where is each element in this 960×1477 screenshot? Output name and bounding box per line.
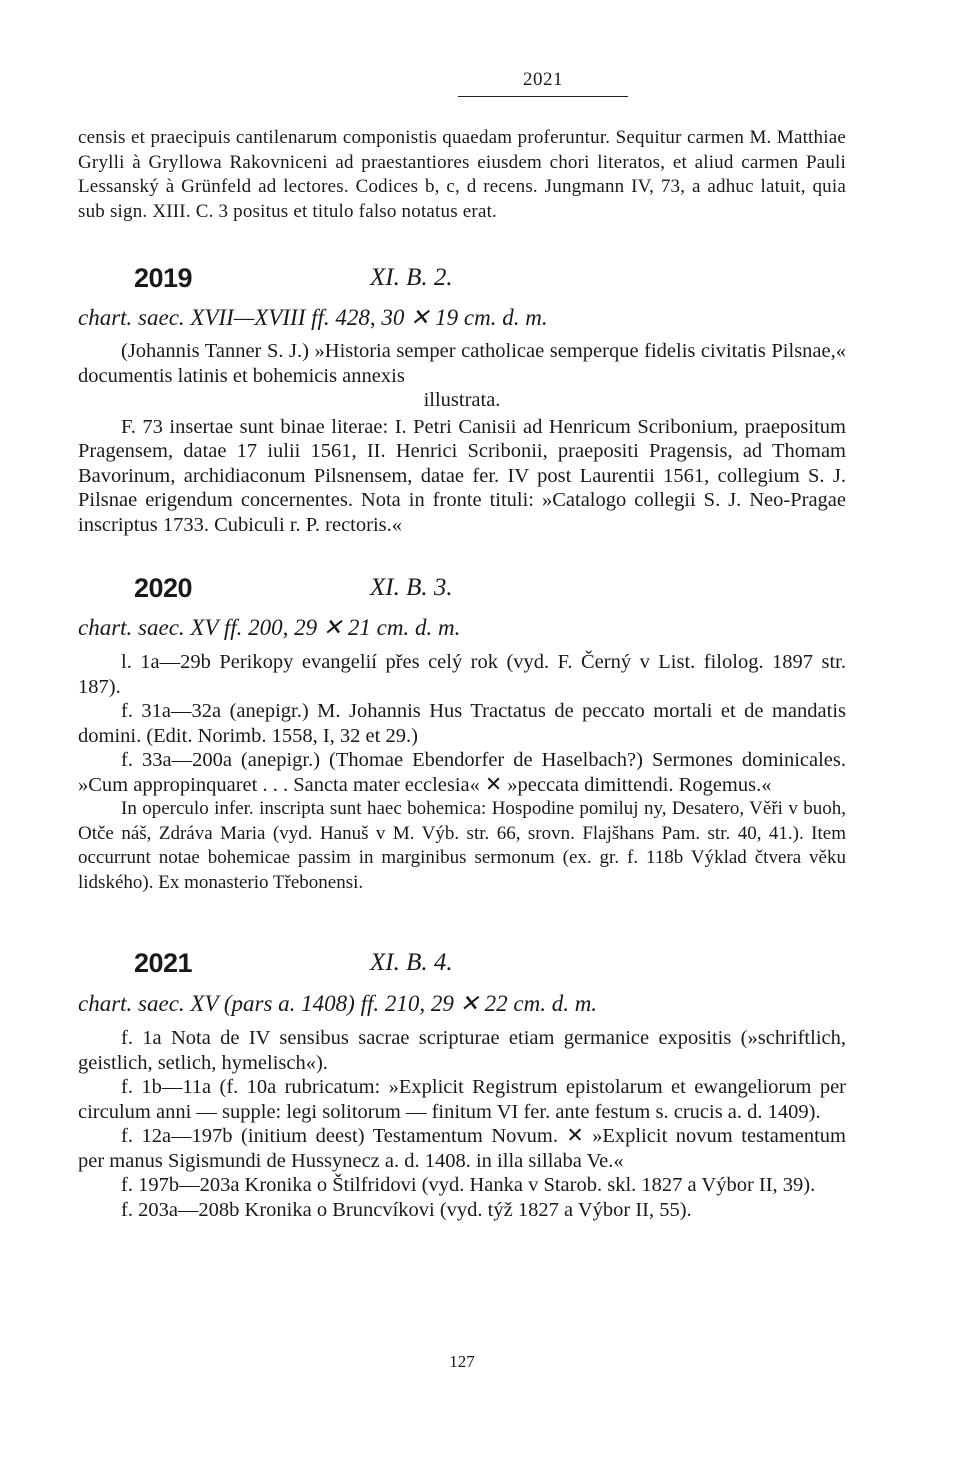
shelf-signature: XI. B. 2. [370,264,453,291]
entry-2021-body [78,1026,846,1222]
running-head-rule [458,96,628,97]
content-item: f. 33a—200a (anepigr.) (Thomae Ebendorfer de Haselbach?) Sermones dominicales. »Cum appropinquaret . . . Sancta mater ecclesia« ✕ »peccata dimittendi. Rogemus.« [78,749,846,796]
entry-note: F. 73 insertae sunt binae literae: I. Petri Canisii ad Henricum Scribonium, praepositum Pragensem, datae 17 iulii 1561, II. Henrici Scribonii, praepositi Pragensis, ad Thomam Bavorinum, archidiaconum Pilsnensem, datae fer. IV post Laurentii 1561, collegium S. J. Pilsnae erigendum concernentes. Nota in fronte tituli: »Catalogo collegii S. J. Neo-Pragae inscriptus 1733. Cubiculi r. P. rectoris.« [78,415,846,536]
entry-2019-body [78,339,846,537]
work-title-end: illustrata. [423,389,501,411]
entry-number: 2019 [134,263,193,293]
provenance-note: In operculo infer. inscripta sunt haec bohemica: Hospodine pomiluj ny, Desatero, Věři v buoh, Otče náš, Zdráva Maria (vyd. Hanuš v M. Výb. str. 66, srovn. Flajšhans Pam. str. 40, 41.). Item occurrunt notae bohemicae passim in marginibus sermonum (ex. gr. f. 118b Výklad čtvera věku lidského). Ex monasterio Třebonensi. [78,798,846,893]
content-item: f. 31a—32a (anepigr.) M. Johannis Hus Tractatus de peccato mortali et de mandatis domini. (Edit. Norimb. 1558, I, 32 et 29.) [78,700,846,747]
entry-2020-body [78,650,846,895]
physical-description: chart. saec. XV (pars a. 1408) ff. 210, 29 ✕ 22 cm. d. m. [78,991,598,1016]
page-number: 127 [449,1352,475,1371]
content-item: f. 1a Nota de IV sensibus sacrae scripturae etiam germanice expositis (»schriftlich, geistlich, setlich, hymelisch«). [78,1027,846,1074]
entry-number: 2021 [134,948,193,978]
content-item: f. 12a—197b (initium deest) Testamentum Novum. ✕ »Explicit novum testamentum per manus Sigismundi de Hussynecz a. d. 1408. in illa sillaba Ve.« [78,1125,846,1172]
entry-2020-heading [78,573,846,616]
shelf-signature: XI. B. 3. [370,574,453,601]
content-item: l. 1a—29b Perikopy evangelií přes celý rok (vyd. F. Černý v List. filolog. 1897 str. 187). [78,651,846,698]
continued-entry-text: censis et praecipuis cantilenarum componistis quaedam proferuntur. Sequitur carmen M. Matthiae Grylli à Gryllowa Rakovniceni ad praestantiores eiusdem chori literatos, et aliud carmen Pauli Lessanský à Grünfeld ad lectores. Codices b, c, d recens. Jungmann IV, 73, a adhuc latuit, quia sub sign. XIII. C. 3 positus et titulo falso notatus erat. [78,127,846,222]
entry-number: 2020 [134,573,193,603]
physical-description: chart. saec. XV ff. 200, 29 ✕ 21 cm. d. m. [78,615,461,640]
entry-2019-heading [78,263,846,306]
content-item: f. 1b—11a (f. 10a rubricatum: »Explicit Registrum epistolarum et ewangeliorum per circulum anni — supple: legi solitorum — finitum VI fer. ante festum s. crucis a. d. 1409). [78,1076,846,1123]
physical-description: chart. saec. XVII—XVIII ff. 428, 30 ✕ 19 cm. d. m. [78,305,548,330]
content-item: f. 203a—208b Kronika o Bruncvíkovi (vyd. týž 1827 a Výbor II, 55). [121,1198,692,1221]
content-item: f. 197b—203a Kronika o Štilfridovi (vyd. Hanka v Starob. skl. 1827 a Výbor II, 39). [121,1174,816,1196]
shelf-signature: XI. B. 4. [370,949,453,976]
work-title: (Johannis Tanner S. J.) »Historia semper catholicae semperque fidelis civitatis Pilsnae,« documentis latinis et bohemicis annexis [78,340,846,387]
running-head: 2021 [523,69,563,90]
entry-2021-heading [78,948,846,991]
